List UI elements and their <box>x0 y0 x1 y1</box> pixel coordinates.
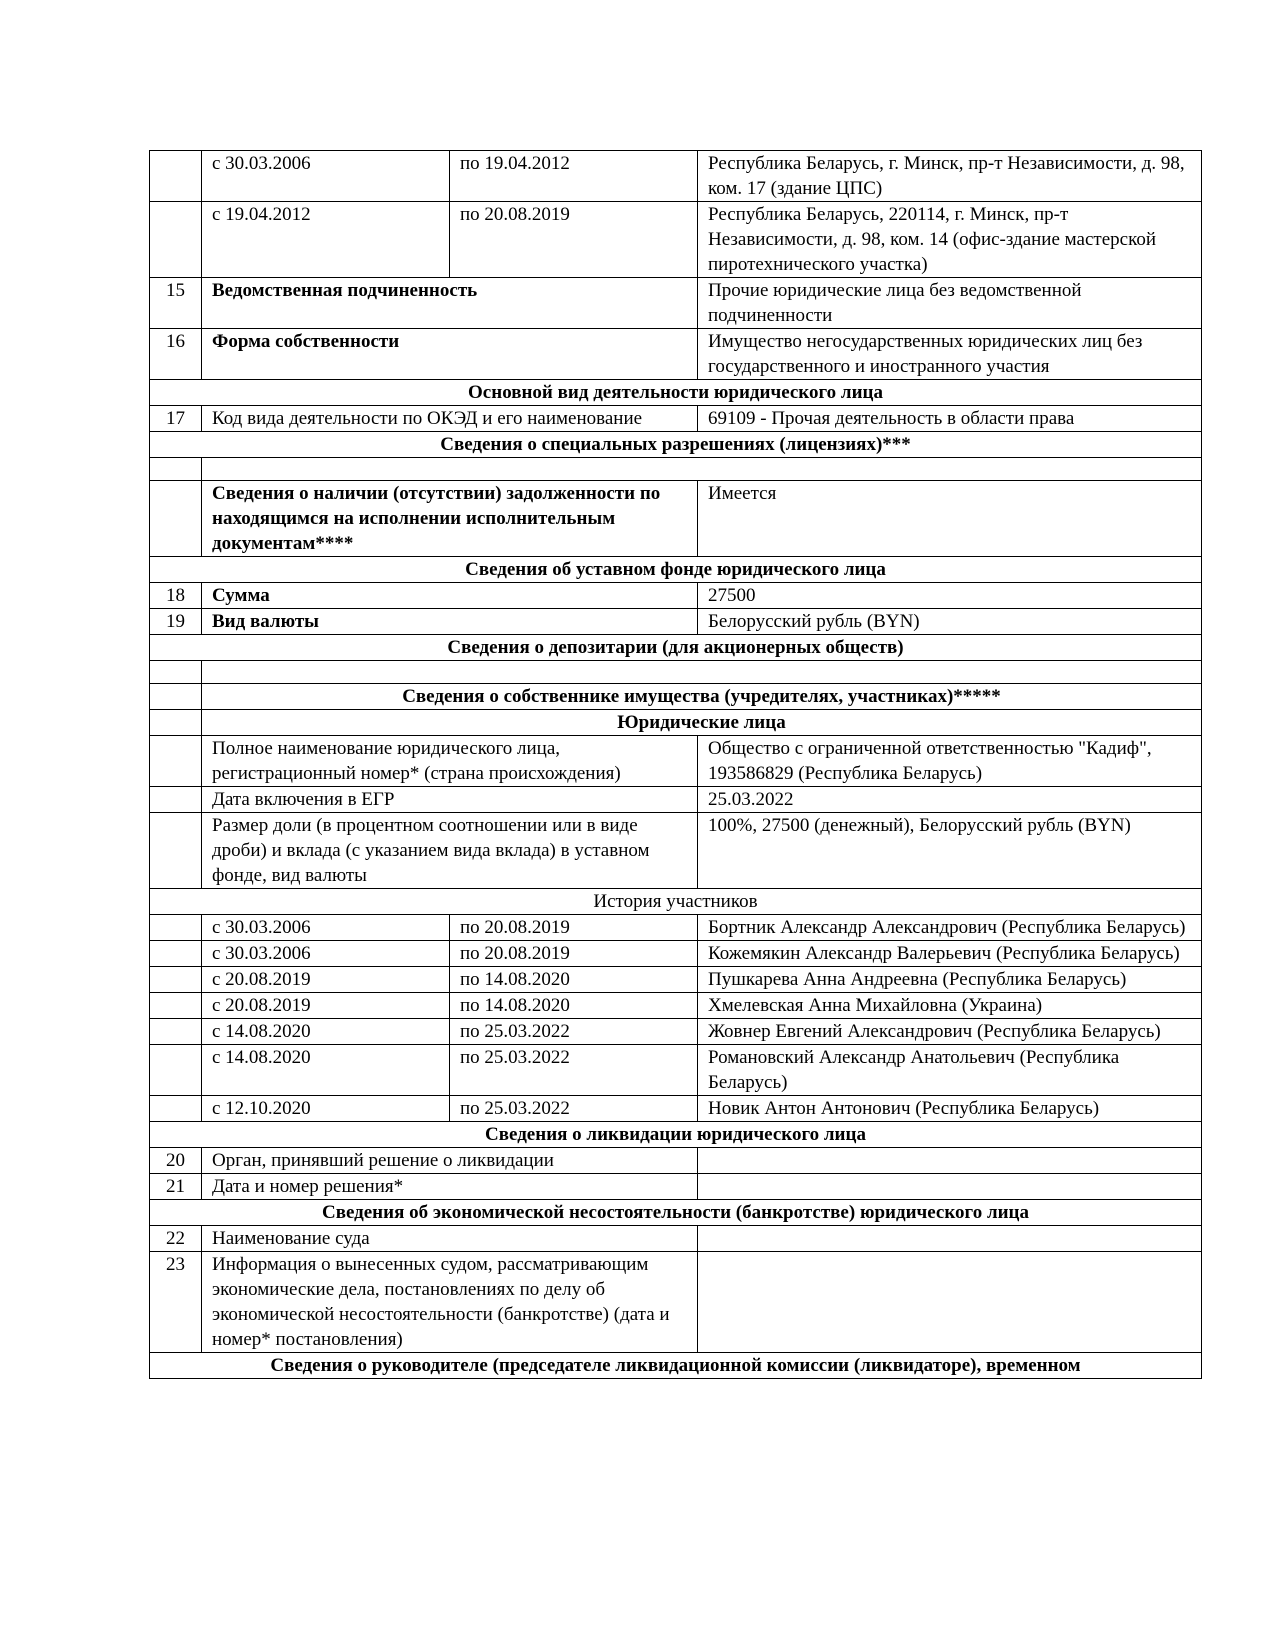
empty-cell <box>150 915 202 941</box>
field-value: Общество с ограниченной ответственностью "Кадиф", 193586829 (Республика Беларусь) <box>698 736 1202 787</box>
address-text: Республика Беларусь, г. Минск, пр-т Независимости, д. 98, ком. 17 (здание ЦПС) <box>698 151 1202 202</box>
field-value: 25.03.2022 <box>698 787 1202 813</box>
section-header: Сведения об экономической несостоятельности (банкротстве) юридического лица <box>150 1200 1202 1226</box>
participant-name: Пушкарева Анна Андреевна (Республика Беларусь) <box>698 967 1202 993</box>
row-number <box>150 481 202 557</box>
section-header: Сведения о депозитарии (для акционерных обществ) <box>150 635 1202 661</box>
address-row <box>150 202 1202 278</box>
field-label: Полное наименование юридического лица, регистрационный номер* (страна происхождения) <box>202 736 698 787</box>
legal-entity-date-row <box>150 787 1202 813</box>
empty-cell <box>150 736 202 787</box>
field-value <box>698 1174 1202 1200</box>
field-value: Имущество негосударственных юридических лиц без государственного и иностранного участия <box>698 329 1202 380</box>
registry-table <box>149 150 1202 1379</box>
field-value <box>698 1252 1202 1353</box>
date-to: по 20.08.2019 <box>450 941 698 967</box>
section-header-row <box>150 684 1202 710</box>
empty-cell <box>150 967 202 993</box>
section-header: Сведения о специальных разрешениях (лицензиях)*** <box>150 432 1202 458</box>
date-from: с 30.03.2006 <box>202 941 450 967</box>
history-row <box>150 941 1202 967</box>
empty-cell <box>150 1019 202 1045</box>
legal-entity-share-row <box>150 813 1202 889</box>
field-label: Размер доли (в процентном соотношении или в виде дроби) и вклада (с указанием вида вклада) в уставном фонде, вид валюты <box>202 813 698 889</box>
history-row <box>150 1019 1202 1045</box>
subsection-header: Юридические лица <box>202 710 1202 736</box>
empty-cell <box>150 684 202 710</box>
field-value: Имеется <box>698 481 1202 557</box>
liquidation-decision-row <box>150 1174 1202 1200</box>
row-number: 20 <box>150 1148 202 1174</box>
date-to: по 25.03.2022 <box>450 1096 698 1122</box>
section-header: Основной вид деятельности юридического лица <box>150 380 1202 406</box>
date-to: по 25.03.2022 <box>450 1019 698 1045</box>
field-label: Код вида деятельности по ОКЭД и его наименование <box>202 406 698 432</box>
row-number: 18 <box>150 583 202 609</box>
field-label: Ведомственная подчиненность <box>202 278 698 329</box>
empty-cell <box>150 993 202 1019</box>
date-from: с 12.10.2020 <box>202 1096 450 1122</box>
legal-entity-name-row <box>150 736 1202 787</box>
field-value <box>698 1148 1202 1174</box>
field-value: Прочие юридические лица без ведомственной подчиненности <box>698 278 1202 329</box>
empty-cell <box>202 458 1202 481</box>
history-row <box>150 1045 1202 1096</box>
debt-row <box>150 481 1202 557</box>
section-header-row <box>150 635 1202 661</box>
address-text: Республика Беларусь, 220114, г. Минск, пр-т Независимости, д. 98, ком. 14 (офис-здание мастерской пиротехнического участка) <box>698 202 1202 278</box>
court-decision-row <box>150 1252 1202 1353</box>
date-to: по 14.08.2020 <box>450 967 698 993</box>
section-header-row <box>150 1353 1202 1379</box>
empty-cell <box>150 941 202 967</box>
fund-amount-row <box>150 583 1202 609</box>
history-row <box>150 967 1202 993</box>
field-value: 100%, 27500 (денежный), Белорусский рубль (BYN) <box>698 813 1202 889</box>
field-label: Информация о вынесенных судом, рассматривающим экономические дела, постановлениях по делу об экономической несостоятельности (банкротстве) (дата и номер* постановления) <box>202 1252 698 1353</box>
date-from: с 30.03.2006 <box>202 151 450 202</box>
address-row <box>150 151 1202 202</box>
participant-name: Хмелевская Анна Михайловна (Украина) <box>698 993 1202 1019</box>
empty-row <box>150 458 1202 481</box>
empty-cell <box>202 661 1202 684</box>
subsection-header-row <box>150 710 1202 736</box>
date-from: с 19.04.2012 <box>202 202 450 278</box>
empty-cell <box>150 710 202 736</box>
field-label: Дата и номер решения* <box>202 1174 698 1200</box>
row-number <box>150 202 202 278</box>
court-name-row <box>150 1226 1202 1252</box>
field-value <box>698 1226 1202 1252</box>
row-number: 19 <box>150 609 202 635</box>
participant-name: Романовский Александр Анатольевич (Республика Беларусь) <box>698 1045 1202 1096</box>
section-header: Сведения о собственнике имущества (учредителях, участниках)***** <box>202 684 1202 710</box>
section-header: Сведения об уставном фонде юридического лица <box>150 557 1202 583</box>
empty-cell <box>150 813 202 889</box>
currency-row <box>150 609 1202 635</box>
ownership-form-row <box>150 329 1202 380</box>
section-header-row <box>150 1200 1202 1226</box>
field-label: Орган, принявший решение о ликвидации <box>202 1148 698 1174</box>
date-from: с 20.08.2019 <box>202 967 450 993</box>
history-row <box>150 1096 1202 1122</box>
history-row <box>150 915 1202 941</box>
empty-cell <box>150 458 202 481</box>
liquidation-body-row <box>150 1148 1202 1174</box>
activity-code-row <box>150 406 1202 432</box>
history-title: История участников <box>150 889 1202 915</box>
subordination-row <box>150 278 1202 329</box>
row-number: 16 <box>150 329 202 380</box>
field-label: Вид валюты <box>202 609 698 635</box>
date-to: по 20.08.2019 <box>450 915 698 941</box>
field-label: Наименование суда <box>202 1226 698 1252</box>
participant-name: Бортник Александр Александрович (Республика Беларусь) <box>698 915 1202 941</box>
participant-name: Кожемякин Александр Валерьевич (Республика Беларусь) <box>698 941 1202 967</box>
empty-cell <box>150 661 202 684</box>
field-value: 69109 - Прочая деятельность в области права <box>698 406 1202 432</box>
row-number: 23 <box>150 1252 202 1353</box>
participant-name: Жовнер Евгений Александрович (Республика Беларусь) <box>698 1019 1202 1045</box>
history-header-row <box>150 889 1202 915</box>
date-to: по 20.08.2019 <box>450 202 698 278</box>
row-number: 17 <box>150 406 202 432</box>
empty-cell <box>150 787 202 813</box>
empty-cell <box>150 1096 202 1122</box>
section-header: Сведения о ликвидации юридического лица <box>150 1122 1202 1148</box>
participant-name: Новик Антон Антонович (Республика Беларусь) <box>698 1096 1202 1122</box>
date-to: по 25.03.2022 <box>450 1045 698 1096</box>
date-to: по 14.08.2020 <box>450 993 698 1019</box>
empty-cell <box>150 1045 202 1096</box>
row-number <box>150 151 202 202</box>
date-from: с 30.03.2006 <box>202 915 450 941</box>
empty-row <box>150 661 1202 684</box>
section-header-row <box>150 432 1202 458</box>
field-label: Форма собственности <box>202 329 698 380</box>
row-number: 22 <box>150 1226 202 1252</box>
date-from: с 14.08.2020 <box>202 1045 450 1096</box>
section-header-row <box>150 380 1202 406</box>
field-value: 27500 <box>698 583 1202 609</box>
section-header: Сведения о руководителе (председателе ликвидационной комиссии (ликвидаторе), временном <box>150 1353 1202 1379</box>
field-value: Белорусский рубль (BYN) <box>698 609 1202 635</box>
field-label: Сумма <box>202 583 698 609</box>
field-label: Сведения о наличии (отсутствии) задолженности по находящимся на исполнении исполнительным документам**** <box>202 481 698 557</box>
row-number: 21 <box>150 1174 202 1200</box>
section-header-row <box>150 1122 1202 1148</box>
field-label: Дата включения в ЕГР <box>202 787 698 813</box>
section-header-row <box>150 557 1202 583</box>
date-from: с 14.08.2020 <box>202 1019 450 1045</box>
history-row <box>150 993 1202 1019</box>
row-number: 15 <box>150 278 202 329</box>
date-to: по 19.04.2012 <box>450 151 698 202</box>
date-from: с 20.08.2019 <box>202 993 450 1019</box>
